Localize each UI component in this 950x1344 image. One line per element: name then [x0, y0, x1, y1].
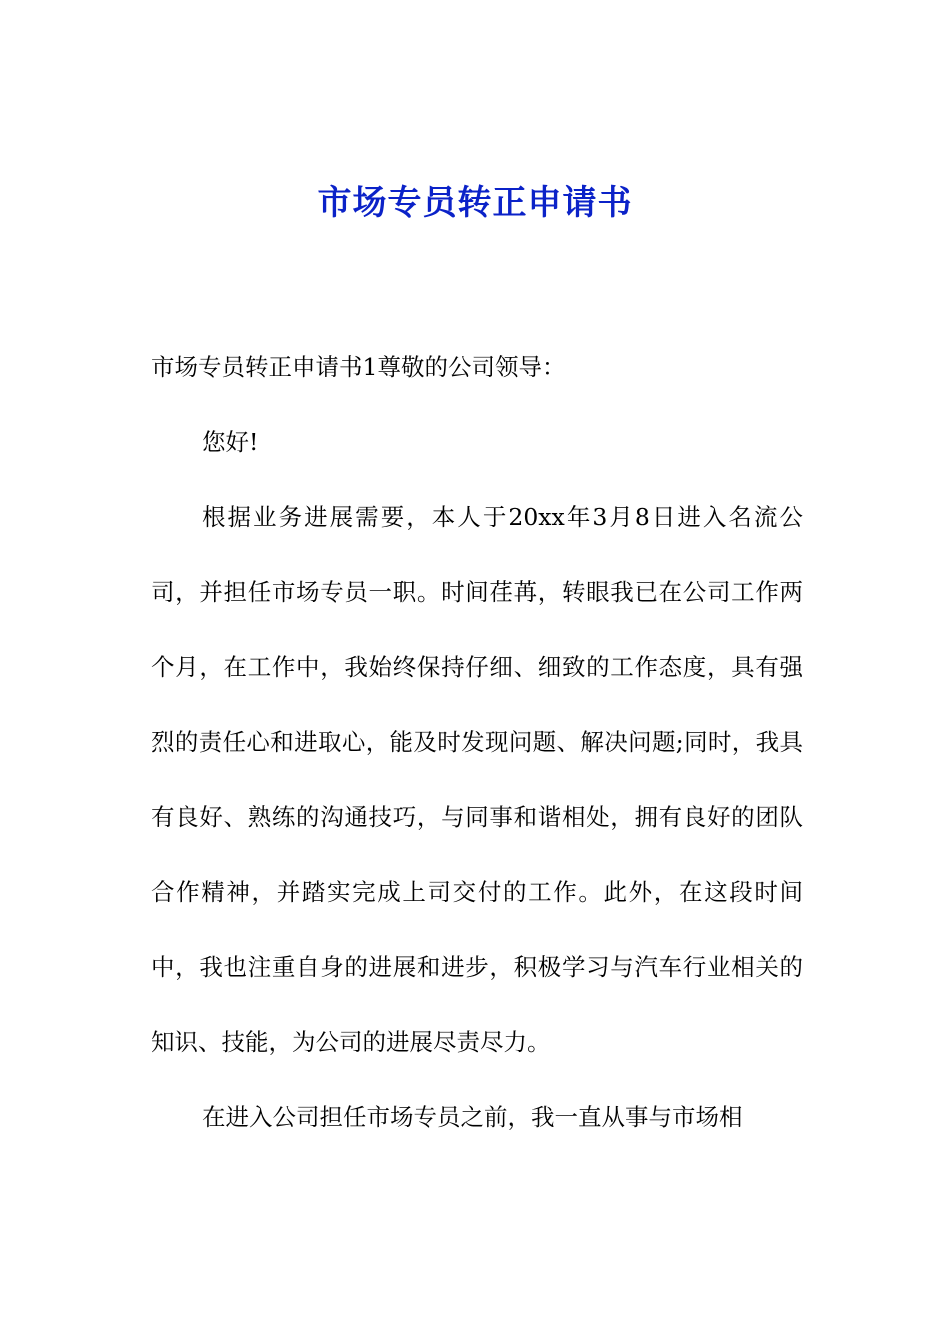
greeting-paragraph: 您好! [202, 428, 259, 456]
document-title: 市场专员转正申请书 [317, 183, 633, 223]
salutation-line: 市场专员转正申请书1尊敬的公司领导： [151, 353, 566, 381]
body-paragraph-1: 根据业务进展需要，本人于20xx年3月8日进入名流公司，并担任市场专员一职。时间荏苒，转眼我已在公司工作两个月，在工作中，我始终保持仔细、细致的工作态度，具有强烈的责任心和进取心，能及时发现问题、解决问题;同时，我具有良好、熟练的沟通技巧，与同事和谐相处，拥有良好的团队合作精神，并踏实完成上司交付的工作。此外，在这段时间中，我也注重自身的进展和进步，积极学习与汽车行业相关的知识、技能，为公司的进展尽责尽力。 [151, 503, 803, 1056]
document-body [151, 330, 803, 1155]
body-paragraph-2: 在进入公司担任市场专员之前，我一直从事与市场相 [202, 1103, 743, 1131]
